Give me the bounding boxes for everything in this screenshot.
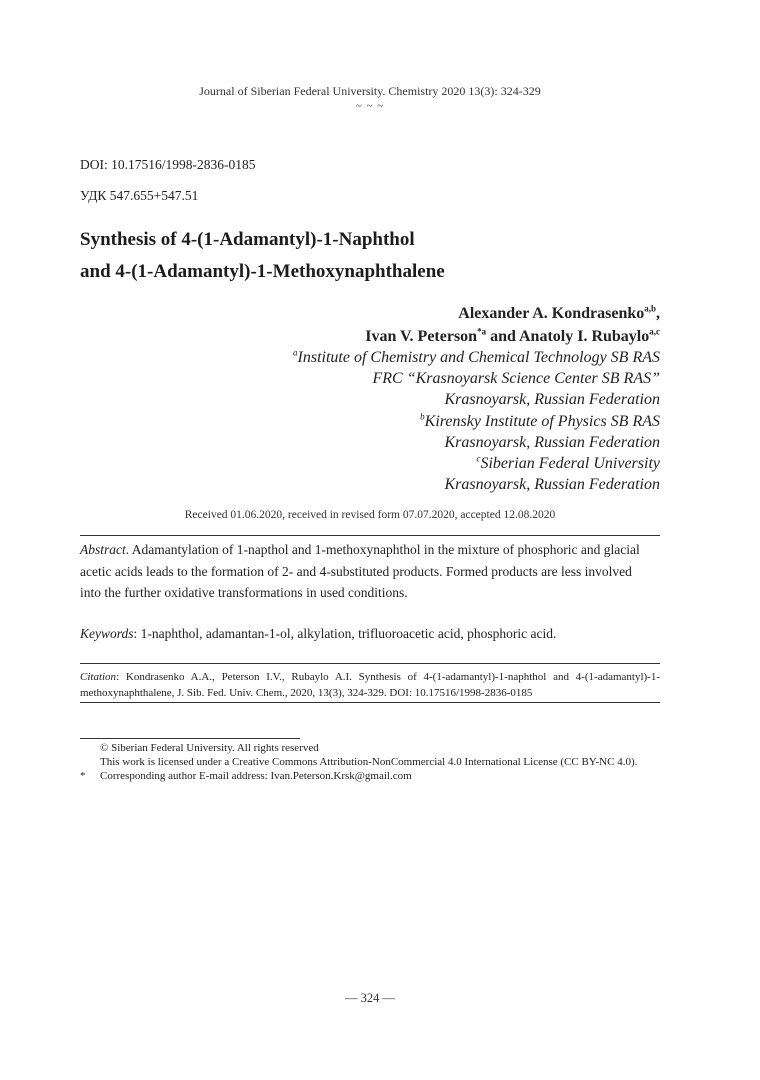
keywords bbox=[80, 626, 660, 642]
title-line-2: and 4-(1-Adamantyl)-1-Methoxynaphthalene bbox=[80, 261, 445, 282]
footnote-star: * bbox=[80, 770, 86, 782]
author-3-sup: a,c bbox=[649, 326, 660, 337]
title-line-1: Synthesis of 4-(1-Adamantyl)-1-Naphthol bbox=[80, 229, 415, 250]
footnote-corresponding: Corresponding author E-mail address: Ivan.Peterson.Krsk@gmail.com bbox=[100, 770, 412, 782]
header-ornament: ~ ~ ~ bbox=[355, 100, 385, 112]
affiliation-b-name: Kirensky Institute of Physics SB RAS bbox=[424, 412, 660, 430]
affiliation-a-line-3: Krasnoyarsk, Russian Federation bbox=[444, 391, 660, 409]
citation-top-rule bbox=[80, 663, 660, 664]
abstract-line-1 bbox=[80, 539, 660, 561]
affiliation-c-line-2: Krasnoyarsk, Russian Federation bbox=[444, 476, 660, 494]
authors bbox=[365, 302, 660, 348]
affiliation-b-sup: b bbox=[420, 411, 425, 422]
author-peterson: Ivan V. Peterson bbox=[365, 328, 478, 345]
author-2-sup: *a bbox=[477, 326, 487, 337]
author-kondrasenko: Alexander A. Kondrasenko bbox=[458, 305, 645, 322]
affiliation-c-name: Siberian Federal University bbox=[480, 455, 660, 473]
keywords-text: : 1-naphthol, adamantan-1-ol, alkylation, trifluoroacetic acid, phosphoric acid. bbox=[133, 626, 557, 641]
abstract-text-1: . Adamantylation of 1-napthol and 1-methoxynaphthol in the mixture of phosphoric and glacial bbox=[125, 542, 640, 557]
author-rubaylo: Anatoly I. Rubaylo bbox=[519, 328, 650, 345]
doi: DOI: 10.17516/1998-2836-0185 bbox=[80, 157, 256, 172]
citation-bottom-rule bbox=[80, 702, 660, 703]
affiliation-a-name: Institute of Chemistry and Chemical Technology SB RAS bbox=[297, 349, 660, 366]
affiliation-a-sup: a bbox=[293, 347, 298, 358]
abstract bbox=[80, 539, 660, 604]
citation-text: : Kondrasenko A.A., Peterson I.V., Rubaylo A.I. Synthesis of 4-(1-adamantyl)-1-naphthol and 4-(1-adamantyl)-1-methoxynaphthalene, J. Sib. Fed. Univ. Chem., 2020, 13(3), 324-329. DOI: 10.17516/1998-2836-0185 bbox=[80, 671, 660, 699]
paper-title bbox=[80, 224, 445, 288]
affiliation-b-line-1 bbox=[293, 411, 660, 432]
journal-header: Journal of Siberian Federal University. Chemistry 2020 13(3): 324-329 bbox=[199, 84, 541, 98]
author-conjunction: and bbox=[486, 328, 519, 345]
footnote-rule bbox=[80, 738, 300, 739]
affiliation-a-line-2: FRC “Krasnoyarsk Science Center SB RAS” bbox=[372, 370, 660, 388]
udk-code: УДК 547.655+547.51 bbox=[80, 188, 199, 203]
affiliation-b-line-2: Krasnoyarsk, Russian Federation bbox=[444, 433, 660, 451]
affiliations bbox=[293, 347, 660, 495]
keywords-label: Keywords bbox=[80, 626, 134, 641]
affiliation-a-line-1 bbox=[293, 347, 660, 368]
footnote-copyright: © Siberian Federal University. All rights reserved bbox=[100, 742, 319, 754]
affiliation-c-line-1 bbox=[293, 453, 660, 474]
citation bbox=[80, 669, 660, 701]
abstract-top-rule bbox=[80, 535, 660, 536]
author-line-1 bbox=[365, 302, 660, 325]
author-1-sup: a,b bbox=[644, 303, 656, 314]
abstract-line-2: acetic acids leads to the formation of 2- and 4-substituted products. Formed products are less involved bbox=[80, 563, 632, 579]
affiliation-c-sup: c bbox=[476, 453, 481, 464]
citation-label: Citation bbox=[80, 671, 117, 683]
author-line-2 bbox=[365, 325, 660, 348]
page-number: — 324 — bbox=[345, 991, 395, 1005]
received-dates: Received 01.06.2020, received in revised form 07.07.2020, accepted 12.08.2020 bbox=[184, 509, 556, 521]
abstract-label: Abstract bbox=[80, 542, 126, 557]
footnote-license: This work is licensed under a Creative Commons Attribution-NonCommercial 4.0 International License (CC BY-NC 4.0). bbox=[100, 756, 638, 768]
abstract-line-3: into the further oxidative transformations in used conditions. bbox=[80, 585, 408, 600]
author-1-comma: , bbox=[656, 305, 660, 322]
